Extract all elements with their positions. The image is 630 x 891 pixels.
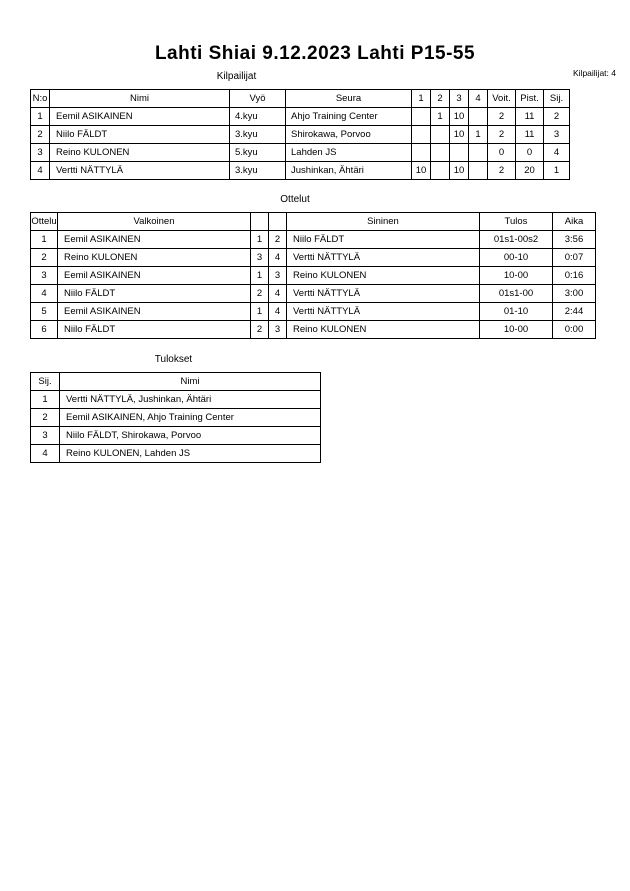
- header-match: Ottelu: [31, 213, 58, 231]
- cell-points: 11: [516, 126, 544, 144]
- competitors-table: [30, 89, 570, 180]
- cell-rank: 1: [31, 391, 60, 409]
- table-row: [31, 126, 570, 144]
- cell-match-4: [469, 144, 488, 162]
- table-row: [31, 231, 596, 249]
- cell-rank: 3: [544, 126, 570, 144]
- cell-rank: 3: [31, 427, 60, 445]
- cell-time: 0:16: [553, 267, 596, 285]
- cell-name: Reino KULONEN, Lahden JS: [60, 445, 321, 463]
- cell-points: 11: [516, 108, 544, 126]
- header-result: Tulos: [480, 213, 553, 231]
- cell-white-number: 1: [251, 303, 269, 321]
- cell-club: Lahden JS: [286, 144, 412, 162]
- table-row: [31, 427, 321, 445]
- cell-time: 3:56: [553, 231, 596, 249]
- cell-belt: 5.kyu: [230, 144, 286, 162]
- cell-blue-number: 3: [269, 321, 287, 339]
- cell-blue-number: 2: [269, 231, 287, 249]
- cell-blue: Vertti NÄTTYLÄ: [287, 285, 480, 303]
- cell-blue-number: 4: [269, 285, 287, 303]
- cell-white: Eemil ASIKAINEN: [58, 231, 251, 249]
- cell-name: Vertti NÄTTYLÄ, Jushinkan, Ähtäri: [60, 391, 321, 409]
- cell-white-number: 1: [251, 231, 269, 249]
- table-row: [31, 249, 596, 267]
- competitors-header-row: [31, 90, 570, 108]
- cell-club: Ahjo Training Center: [286, 108, 412, 126]
- cell-belt: 4.kyu: [230, 108, 286, 126]
- table-row: [31, 285, 596, 303]
- table-row: [31, 321, 596, 339]
- cell-white: Eemil ASIKAINEN: [58, 267, 251, 285]
- header-blue-number: [269, 213, 287, 231]
- cell-no: 2: [31, 126, 50, 144]
- cell-match-3: [450, 144, 469, 162]
- cell-result: 01s1-00s2: [480, 231, 553, 249]
- table-row: [31, 144, 570, 162]
- section-label-matches: Ottelut: [280, 194, 310, 205]
- header-rank: Sij.: [31, 373, 60, 391]
- cell-name: Eemil ASIKAINEN, Ahjo Training Center: [60, 409, 321, 427]
- cell-match-2: [431, 126, 450, 144]
- cell-match-1: 10: [412, 162, 431, 180]
- cell-blue: Reino KULONEN: [287, 267, 480, 285]
- cell-blue-number: 4: [269, 249, 287, 267]
- cell-time: 3:00: [553, 285, 596, 303]
- table-row: [31, 108, 570, 126]
- cell-white: Eemil ASIKAINEN: [58, 303, 251, 321]
- header-white: Valkoinen: [58, 213, 251, 231]
- cell-no: 1: [31, 108, 50, 126]
- header-match-1: 1: [412, 90, 431, 108]
- cell-time: 2:44: [553, 303, 596, 321]
- header-rank: Sij.: [544, 90, 570, 108]
- results-header-row: [31, 373, 321, 391]
- cell-match: 5: [31, 303, 58, 321]
- cell-belt: 3.kyu: [230, 162, 286, 180]
- table-row: [31, 391, 321, 409]
- cell-rank: 4: [544, 144, 570, 162]
- cell-no: 3: [31, 144, 50, 162]
- cell-club: Jushinkan, Ähtäri: [286, 162, 412, 180]
- header-match-4: 4: [469, 90, 488, 108]
- cell-name: Niilo FÄLDT: [50, 126, 230, 144]
- cell-match-2: [431, 144, 450, 162]
- cell-result: 10-00: [480, 321, 553, 339]
- cell-white-number: 3: [251, 249, 269, 267]
- header-time: Aika: [553, 213, 596, 231]
- cell-white: Reino KULONEN: [58, 249, 251, 267]
- header-name: Nimi: [60, 373, 321, 391]
- header-blue: Sininen: [287, 213, 480, 231]
- header-points: Pist.: [516, 90, 544, 108]
- header-belt: Vyö: [230, 90, 286, 108]
- cell-rank: 4: [31, 445, 60, 463]
- cell-no: 4: [31, 162, 50, 180]
- cell-match-2: [431, 162, 450, 180]
- cell-name: Vertti NÄTTYLÄ: [50, 162, 230, 180]
- cell-wins: 2: [488, 162, 516, 180]
- header-club: Seura: [286, 90, 412, 108]
- cell-white-number: 1: [251, 267, 269, 285]
- cell-match-3: 10: [450, 126, 469, 144]
- cell-time: 0:00: [553, 321, 596, 339]
- header-white-number: [251, 213, 269, 231]
- cell-match-1: [412, 144, 431, 162]
- cell-blue-number: 3: [269, 267, 287, 285]
- cell-blue: Vertti NÄTTYLÄ: [287, 249, 480, 267]
- cell-belt: 3.kyu: [230, 126, 286, 144]
- cell-white: Niilo FÄLDT: [58, 285, 251, 303]
- section-label-competitors: Kilpailijat: [216, 71, 257, 82]
- table-row: [31, 303, 596, 321]
- cell-points: 0: [516, 144, 544, 162]
- cell-result: 10-00: [480, 267, 553, 285]
- cell-match: 3: [31, 267, 58, 285]
- cell-white-number: 2: [251, 321, 269, 339]
- cell-blue-number: 4: [269, 303, 287, 321]
- cell-result: 00-10: [480, 249, 553, 267]
- cell-points: 20: [516, 162, 544, 180]
- cell-match-4: [469, 162, 488, 180]
- cell-match-3: 10: [450, 108, 469, 126]
- cell-match-4: 1: [469, 126, 488, 144]
- cell-match: 2: [31, 249, 58, 267]
- table-row: [31, 445, 321, 463]
- cell-name: Reino KULONEN: [50, 144, 230, 162]
- cell-match-2: 1: [431, 108, 450, 126]
- section-label-results: Tulokset: [154, 354, 193, 365]
- header-match-3: 3: [450, 90, 469, 108]
- cell-match-1: [412, 126, 431, 144]
- cell-wins: 2: [488, 126, 516, 144]
- cell-blue: Niilo FÄLDT: [287, 231, 480, 249]
- matches-header-row: [31, 213, 596, 231]
- table-row: [31, 409, 321, 427]
- cell-match-3: 10: [450, 162, 469, 180]
- header-no: N:o: [31, 90, 50, 108]
- cell-match: 6: [31, 321, 58, 339]
- header-wins: Voit.: [488, 90, 516, 108]
- results-table: [30, 372, 321, 463]
- cell-club: Shirokawa, Porvoo: [286, 126, 412, 144]
- table-row: [31, 267, 596, 285]
- cell-name: Eemil ASIKAINEN: [50, 108, 230, 126]
- cell-rank: 1: [544, 162, 570, 180]
- cell-white-number: 2: [251, 285, 269, 303]
- cell-blue: Reino KULONEN: [287, 321, 480, 339]
- cell-match: 4: [31, 285, 58, 303]
- cell-rank: 2: [31, 409, 60, 427]
- cell-name: Niilo FÄLDT, Shirokawa, Porvoo: [60, 427, 321, 445]
- cell-rank: 2: [544, 108, 570, 126]
- cell-result: 01s1-00: [480, 285, 553, 303]
- cell-time: 0:07: [553, 249, 596, 267]
- matches-table: [30, 212, 596, 339]
- cell-white: Niilo FÄLDT: [58, 321, 251, 339]
- page-title: Lahti Shiai 9.12.2023 Lahti P15-55: [154, 43, 476, 64]
- cell-wins: 0: [488, 144, 516, 162]
- cell-match-1: [412, 108, 431, 126]
- table-row: [31, 162, 570, 180]
- cell-match-4: [469, 108, 488, 126]
- cell-result: 01-10: [480, 303, 553, 321]
- competitor-count-label: Kilpailijat: 4: [573, 68, 616, 78]
- header-match-2: 2: [431, 90, 450, 108]
- cell-match: 1: [31, 231, 58, 249]
- cell-blue: Vertti NÄTTYLÄ: [287, 303, 480, 321]
- header-name: Nimi: [50, 90, 230, 108]
- cell-wins: 2: [488, 108, 516, 126]
